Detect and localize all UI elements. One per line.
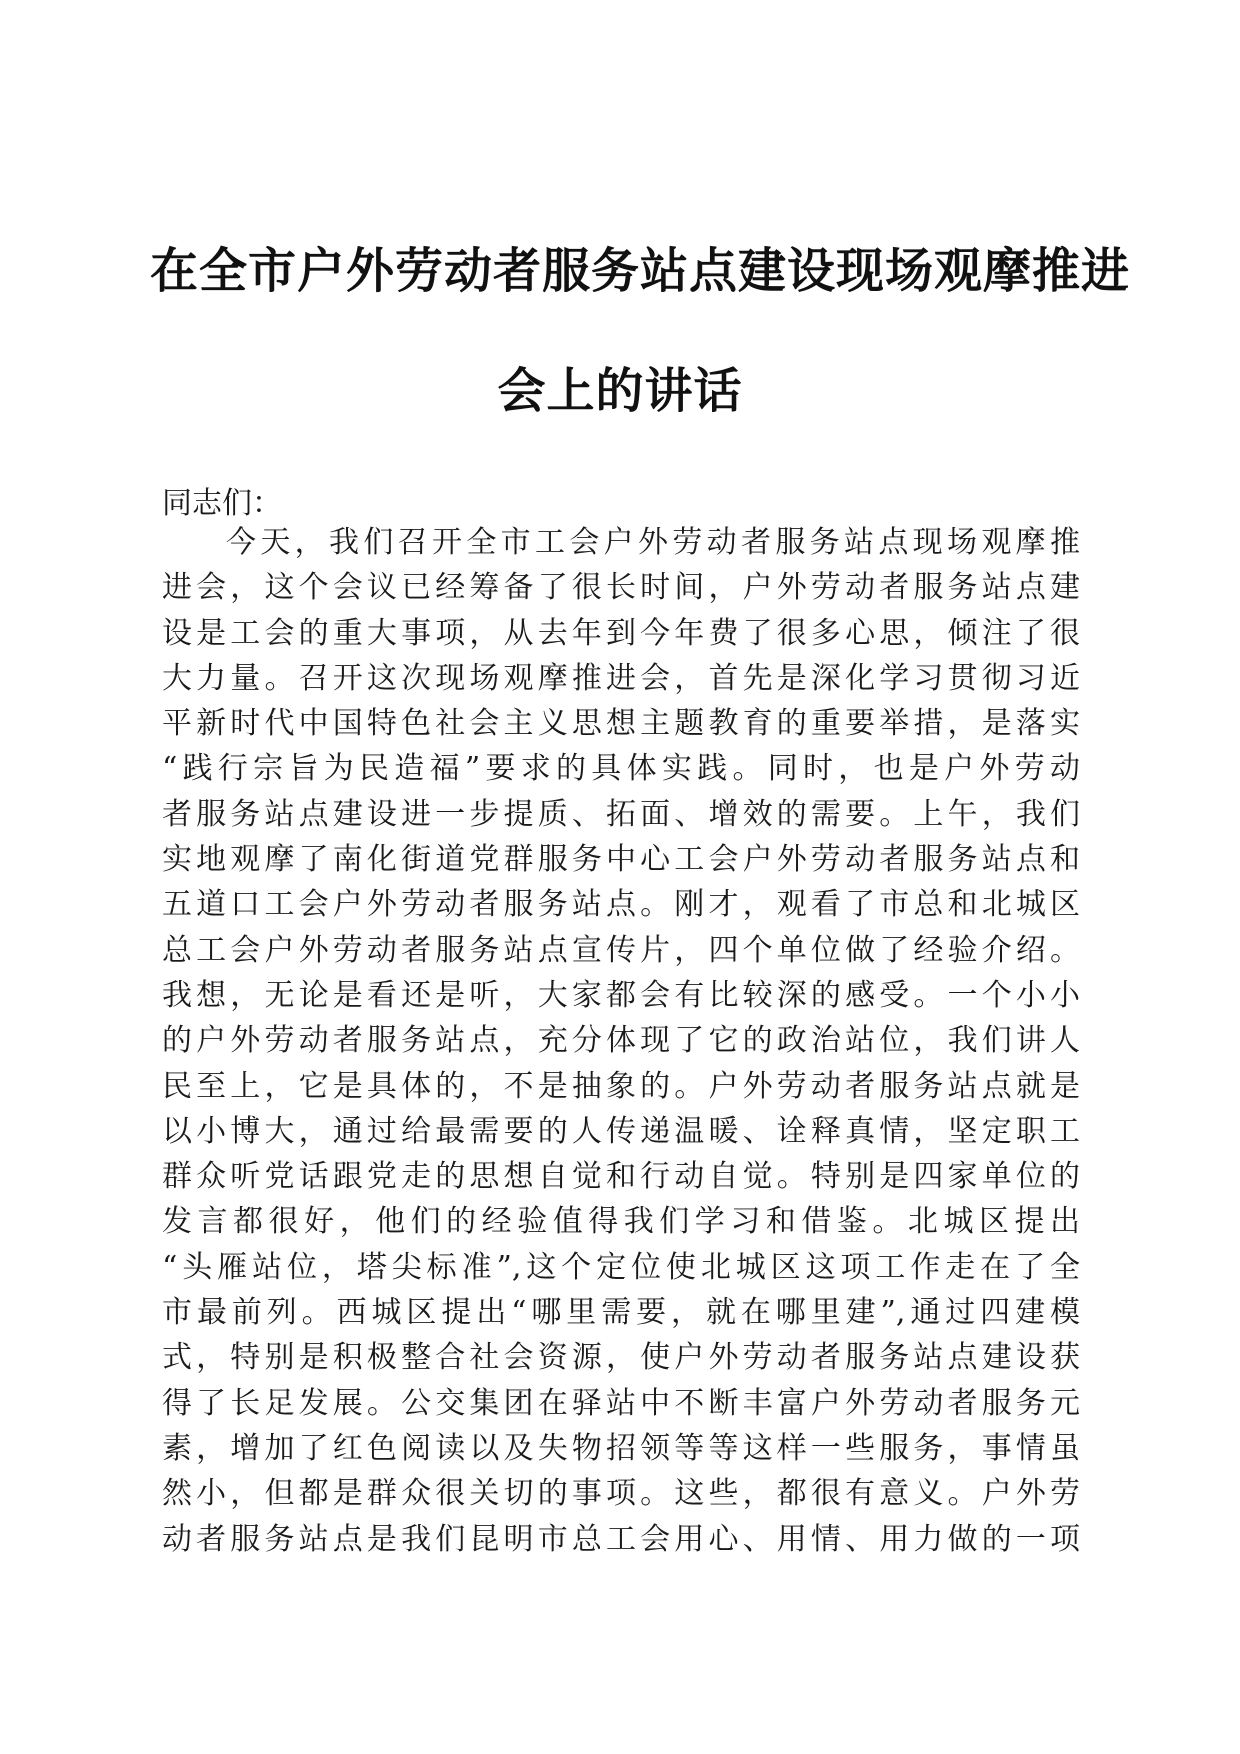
body-line: “头雁站位，塔尖标准”,这个定位使北城区这项工作走在了全: [162, 1249, 1080, 1285]
body-line: 以小博大，通过给最需要的人传递温暖、诠释真情，坚定职工: [162, 1113, 1080, 1149]
body-line: 今天，我们召开全市工会户外劳动者服务站点现场观摩推: [226, 525, 1080, 560]
document-title-line-2: 会上的讲话: [497, 363, 743, 419]
body-line: 发言都很好，他们的经验值得我们学习和借鉴。北城区提出: [162, 1204, 1080, 1240]
body-line: 的户外劳动者服务站点，充分体现了它的政治站位，我们讲人: [162, 1023, 1080, 1059]
body-line: 者服务站点建设进一步提质、拓面、增效的需要。上午，我们: [162, 796, 1080, 832]
salutation: 同志们：: [162, 486, 282, 521]
body-line: 大力量。召开这次现场观摩推进会，首先是深化学习贯彻习近: [162, 660, 1080, 696]
speech-body: [162, 520, 1080, 1562]
body-line: 总工会户外劳动者服务站点宣传片，四个单位做了经验介绍。: [162, 932, 1080, 968]
body-line: 得了长足发展。公交集团在驿站中不断丰富户外劳动者服务元: [162, 1385, 1080, 1421]
body-line: “践行宗旨为民造福”要求的具体实践。同时，也是户外劳动: [162, 751, 1080, 787]
body-line: 素，增加了红色阅读以及失物招领等等这样一些服务，事情虽: [162, 1430, 1080, 1466]
body-line: 民至上，它是具体的，不是抽象的。户外劳动者服务站点就是: [162, 1068, 1080, 1104]
body-line: 群众听党话跟党走的思想自觉和行动自觉。特别是四家单位的: [162, 1159, 1080, 1195]
body-line: 平新时代中国特色社会主义思想主题教育的重要举措，是落实: [162, 706, 1080, 742]
body-line: 五道口工会户外劳动者服务站点。刚才，观看了市总和北城区: [162, 887, 1080, 923]
body-line: 进会，这个会议已经筹备了很长时间，户外劳动者服务站点建: [162, 570, 1080, 606]
body-line: 市最前列。西城区提出“哪里需要，就在哪里建”,通过四建模: [162, 1295, 1080, 1331]
body-line: 式，特别是积极整合社会资源，使户外劳动者服务站点建设获: [162, 1340, 1080, 1376]
body-line: 动者服务站点是我们昆明市总工会用心、用情、用力做的一项: [162, 1521, 1080, 1557]
document-title-line-1: 在全市户外劳动者服务站点建设现场观摩推进: [150, 243, 1131, 299]
body-line: 然小，但都是群众很关切的事项。这些，都很有意义。户外劳: [162, 1476, 1080, 1512]
body-line: 实地观摩了南化街道党群服务中心工会户外劳动者服务站点和: [162, 842, 1080, 878]
body-line: 我想，无论是看还是听，大家都会有比较深的感受。一个小小: [162, 977, 1080, 1013]
body-line: 设是工会的重大事项，从去年到今年费了很多心思，倾注了很: [162, 615, 1080, 651]
